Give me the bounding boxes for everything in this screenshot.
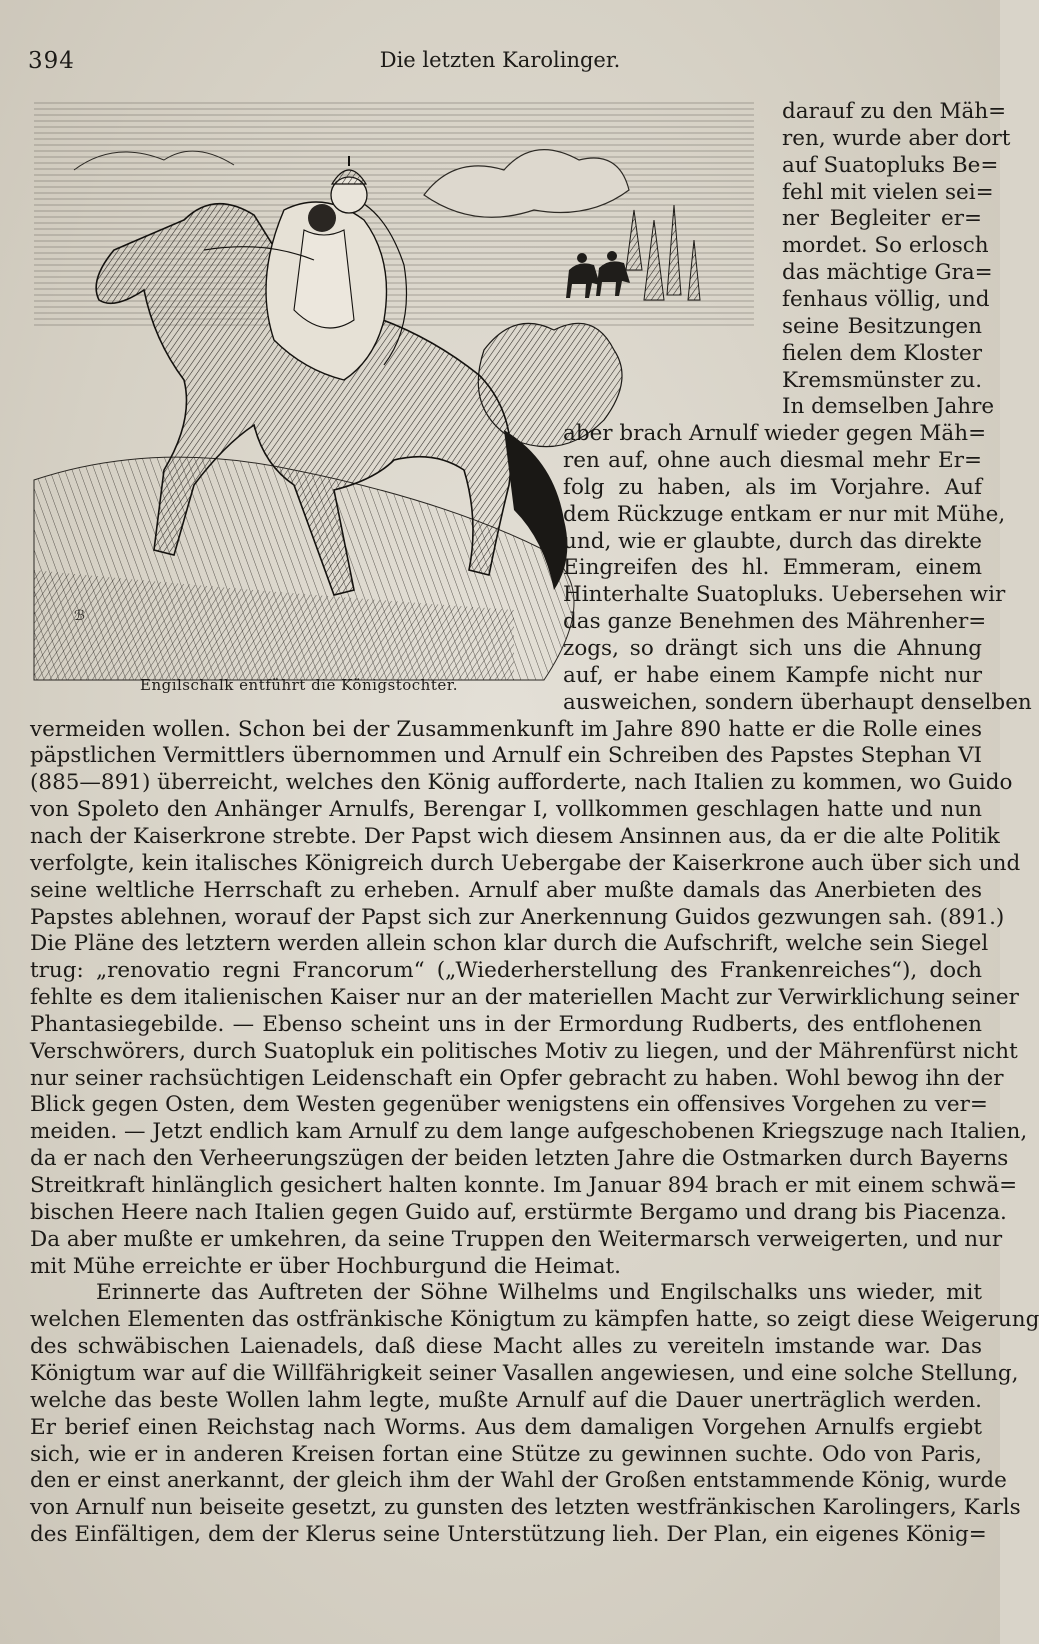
artist-monogram: ℬ <box>74 608 86 624</box>
text-line: bischen Heere nach Italien gegen Guido auf, erstürmte Bergamo und drang bis Piacenza. <box>30 1199 1007 1225</box>
text-line: nach der Kaiserkrone strebte. Der Papst wich diesem Ansinnen aus, da er die alte Politik <box>30 823 1000 849</box>
text-line: Königtum war auf die Willfährigkeit seiner Vasallen angewiesen, und eine solche Stellung, <box>30 1360 1019 1386</box>
text-line: Papstes ablehnen, worauf der Papst sich zur Anerkennung Guidos gezwungen sah. (891.) <box>30 904 1005 930</box>
text-line: fielen dem Kloster <box>782 340 982 366</box>
text-line: welche das beste Wollen lahm legte, mußte Arnulf auf die Dauer unerträglich werden. <box>30 1387 982 1413</box>
text-line: das mächtige Gra= <box>782 260 993 286</box>
text-line: Kremsmünster zu. <box>782 367 983 393</box>
text-line: ner Begleiter er= <box>782 206 982 232</box>
illustration-caption: Engilschalk entführt die Königstochter. <box>140 676 459 694</box>
text-line: In demselben Jahre <box>782 394 995 420</box>
text-line: zogs, so drängt sich uns die Ahnung <box>563 636 982 661</box>
running-title: Die letzten Karolinger. <box>379 48 621 72</box>
text-line: trug: „renovatio regni Francorum“ („Wiederherstellung des Frankenreiches“), doch <box>30 958 982 984</box>
text-line: vermeiden wollen. Schon bei der Zusammenkunft im Jahre 890 hatte er die Rolle eines <box>30 716 982 742</box>
text-line: Verschwörers, durch Suatopluk ein politisches Motiv zu liegen, und der Mährenfürst nicht <box>30 1038 1018 1064</box>
text-line: auf, er habe einem Kampfe nicht nur <box>563 662 982 688</box>
text-line: das ganze Benehmen des Mährenher= <box>563 609 987 635</box>
text-line: Streitkraft hinlänglich gesichert halten konnte. Im Januar 894 brach er mit einem schwä= <box>30 1173 1018 1198</box>
text-line: Die Pläne des letztern werden allein schon klar durch die Aufschrift, welche sein Siegel <box>30 931 989 957</box>
text-line: sich, wie er in anderen Kreisen fortan eine Stütze zu gewinnen suchte. Odo von Paris, <box>30 1441 982 1467</box>
text-line: des Einfältigen, dem der Klerus seine Unterstützung lieh. Der Plan, ein eigenes König= <box>30 1522 987 1548</box>
text-line: darauf zu den Mäh= <box>782 99 1007 124</box>
text-line: mit Mühe erreichte er über Hochburgund die Heimat. <box>30 1253 621 1279</box>
text-line: Erinnerte das Auftreten der Söhne Wilhelms und Engilschalks uns wieder, mit <box>96 1280 982 1306</box>
text-line: von Arnulf nun beiseite gesetzt, zu gunsten des letzten westfränkischen Karolingers, Karls <box>30 1495 1021 1521</box>
text-line: mordet. So erlosch <box>782 233 989 259</box>
text-line: den er einst anerkannt, der gleich ihm der Wahl der Großen entstammende König, wurde <box>30 1468 1007 1494</box>
text-line: des schwäbischen Laienadels, daß diese Macht alles zu vereiteln imstande war. Das <box>30 1334 982 1360</box>
text-line: nur seiner rachsüchtigen Leidenschaft ein Opfer gebracht zu haben. Wohl bewog ihn der <box>30 1065 1004 1091</box>
text-line: auf Suatopluks Be= <box>782 152 999 178</box>
text-line: und, wie er glaubte, durch das direkte <box>563 528 982 554</box>
page-number: 394 <box>28 48 75 74</box>
text-line: aber brach Arnulf wieder gegen Mäh= <box>563 421 987 447</box>
text-line: (885—891) überreicht, welches den König aufforderte, nach Italien zu kommen, wo Guido <box>30 770 1013 796</box>
text-line: ausweichen, sondern überhaupt denselben <box>563 689 1032 715</box>
text-line: welchen Elementen das ostfränkische Königtum zu kämpfen hatte, so zeigt diese Weigerung <box>30 1307 1039 1333</box>
text-line: Eingreifen des hl. Emmeram, einem <box>563 555 982 581</box>
text-line: päpstlichen Vermittlers übernommen und Arnulf ein Schreiben des Papstes Stephan VI <box>30 743 982 769</box>
text-line: meiden. — Jetzt endlich kam Arnulf zu dem lange aufgeschobenen Kriegszuge nach Italien, <box>30 1119 1028 1145</box>
text-line: seine weltliche Herrschaft zu erheben. Arnulf aber mußte damals das Anerbieten des <box>30 877 982 903</box>
text-line: fehlte es dem italienischen Kaiser nur an der materiellen Macht zur Verwirklichung seiner <box>30 985 1019 1011</box>
text-line: seine Besitzungen <box>782 313 982 339</box>
text-line: verfolgte, kein italisches Königreich durch Uebergabe der Kaiserkrone auch über sich und <box>30 850 1021 876</box>
text-line: fenhaus völlig, und <box>782 286 990 312</box>
text-line: fehl mit vielen sei= <box>782 179 994 205</box>
text-line: Blick gegen Osten, dem Westen gegenüber wenigstens ein offensives Vorgehen zu ver= <box>30 1092 988 1118</box>
text-line: Er berief einen Reichstag nach Worms. Aus dem damaligen Vorgehen Arnulfs ergiebt <box>30 1414 982 1440</box>
text-line: ren auf, ohne auch diesmal mehr Er= <box>563 448 982 474</box>
text-line: da er nach den Verheerungszügen der beiden letzten Jahre die Ostmarken durch Bayerns <box>30 1146 1009 1172</box>
text-line: Phantasiegebilde. — Ebenso scheint uns in der Ermordung Rudberts, des entflohenen <box>30 1011 982 1037</box>
text-line: ren, wurde aber dort <box>782 125 1011 151</box>
text-line: folg zu haben, als im Vorjahre. Auf <box>563 474 982 500</box>
text-line: Da aber mußte er umkehren, da seine Truppen den Weitermarsch verweigerten, und nur <box>30 1226 1003 1252</box>
text-line: Hinterhalte Suatopluks. Uebersehen wir <box>563 582 1006 608</box>
text-line: dem Rückzuge entkam er nur mit Mühe, <box>563 501 1006 527</box>
text-line: von Spoleto den Anhänger Arnulfs, Berengar I, vollkommen geschlagen hatte und nun <box>30 797 982 823</box>
